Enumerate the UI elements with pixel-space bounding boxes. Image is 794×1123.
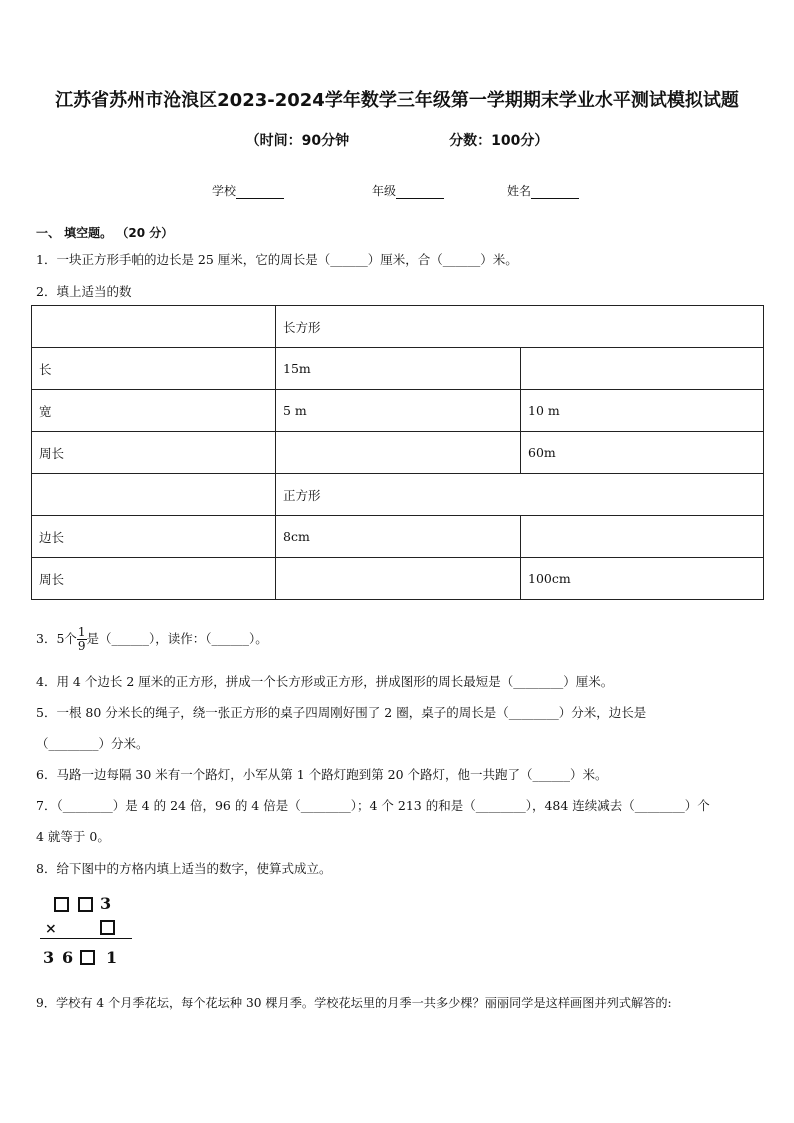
table-row: [32, 474, 764, 516]
question-7-line2: 4 就等于 0。: [36, 829, 110, 844]
exam-time-score: [0, 130, 794, 150]
digit-box[interactable]: [100, 920, 115, 935]
table-cell: 15m: [276, 348, 521, 390]
result-digit: 6: [62, 948, 74, 967]
name-label: 姓名: [507, 184, 532, 198]
multiplication-puzzle: [40, 893, 132, 973]
table-cell: 5 m: [276, 390, 521, 432]
table-cell: 60m: [521, 432, 764, 474]
school-blank[interactable]: [236, 186, 284, 199]
table-row: [32, 348, 764, 390]
table-cell: 100cm: [521, 558, 764, 600]
page-title: 江苏省苏州市沧浪区2023-2024学年数学三年级第一学期期末学业水平测试模拟试题: [55, 90, 739, 111]
question-1: 1．一块正方形手帕的边长是 25 厘米，它的周长是（______）厘米，合（______）米。: [36, 252, 518, 267]
question-8: 8．给下图中的方格内填上适当的数字，使算式成立。: [36, 861, 332, 876]
table-row: [32, 558, 764, 600]
top-digit: 3: [100, 894, 112, 913]
table-cell[interactable]: [521, 348, 764, 390]
table-cell: 长: [32, 348, 276, 390]
exam-time: （时间：90分钟: [245, 133, 350, 149]
digit-box[interactable]: [80, 950, 95, 965]
digit-box[interactable]: [78, 897, 93, 912]
name-field: [507, 182, 579, 199]
table-cell: 长方形: [276, 306, 764, 348]
grade-blank[interactable]: [396, 186, 444, 199]
question-7-line1: 7．（________）是 4 的 24 倍，96 的 4 倍是（________）；4 个 213 的和是（________），484 连续减去（________）个: [36, 798, 710, 813]
fraction: [77, 626, 87, 653]
table-cell: 8cm: [276, 516, 521, 558]
grade-field: [372, 182, 444, 199]
fraction-denominator: 9: [77, 639, 86, 653]
table-row: [32, 432, 764, 474]
question-3: [36, 626, 268, 653]
table-row: [32, 516, 764, 558]
q3-suffix: 是（______），读作：（______）。: [86, 631, 268, 646]
fraction-numerator: 1: [77, 625, 86, 639]
table-cell: [32, 306, 276, 348]
table-cell: 周长: [32, 432, 276, 474]
table-cell: [32, 474, 276, 516]
table-cell: 周长: [32, 558, 276, 600]
question-9: 9．学校有 4 个月季花坛，每个花坛种 30 棵月季。学校花坛里的月季一共多少棵？丽丽同学是这样画图并列式解答的:: [36, 996, 672, 1010]
table-cell[interactable]: [276, 432, 521, 474]
section-heading: 一、 填空题。 （20 分）: [36, 226, 174, 240]
exam-score: 分数：100分）: [449, 133, 549, 149]
result-digit: 3: [43, 948, 55, 967]
digit-box[interactable]: [54, 897, 69, 912]
table-cell: 边长: [32, 516, 276, 558]
result-digit: 1: [106, 948, 118, 967]
school-label: 学校: [212, 184, 237, 198]
question-6: 6．马路一边每隔 30 米有一个路灯，小军从第 1 个路灯跑到第 20 个路灯，他一共跑了（______）米。: [36, 767, 608, 782]
table-cell[interactable]: [521, 516, 764, 558]
name-blank[interactable]: [531, 186, 579, 199]
q3-prefix: 3．5个: [36, 631, 77, 646]
table-row: [32, 306, 764, 348]
fill-table: [31, 305, 764, 600]
table-cell: 10 m: [521, 390, 764, 432]
table-row: [32, 390, 764, 432]
question-4: 4．用 4 个边长 2 厘米的正方形，拼成一个长方形或正方形，拼成图形的周长最短是（________）厘米。: [36, 674, 614, 689]
table-cell[interactable]: [276, 558, 521, 600]
question-5-line2: （________）分米。: [36, 736, 149, 751]
times-sign: ×: [45, 921, 57, 937]
question-5-line1: 5．一根 80 分米长的绳子，绕一张正方形的桌子四周刚好围了 2 圈，桌子的周长是（________）分米，边长是: [36, 705, 647, 720]
school-field: [212, 182, 284, 199]
result-line: [40, 938, 132, 939]
grade-label: 年级: [372, 184, 397, 198]
question-2: 2．填上适当的数: [36, 284, 132, 299]
table-cell: 宽: [32, 390, 276, 432]
table-cell: 正方形: [276, 474, 764, 516]
